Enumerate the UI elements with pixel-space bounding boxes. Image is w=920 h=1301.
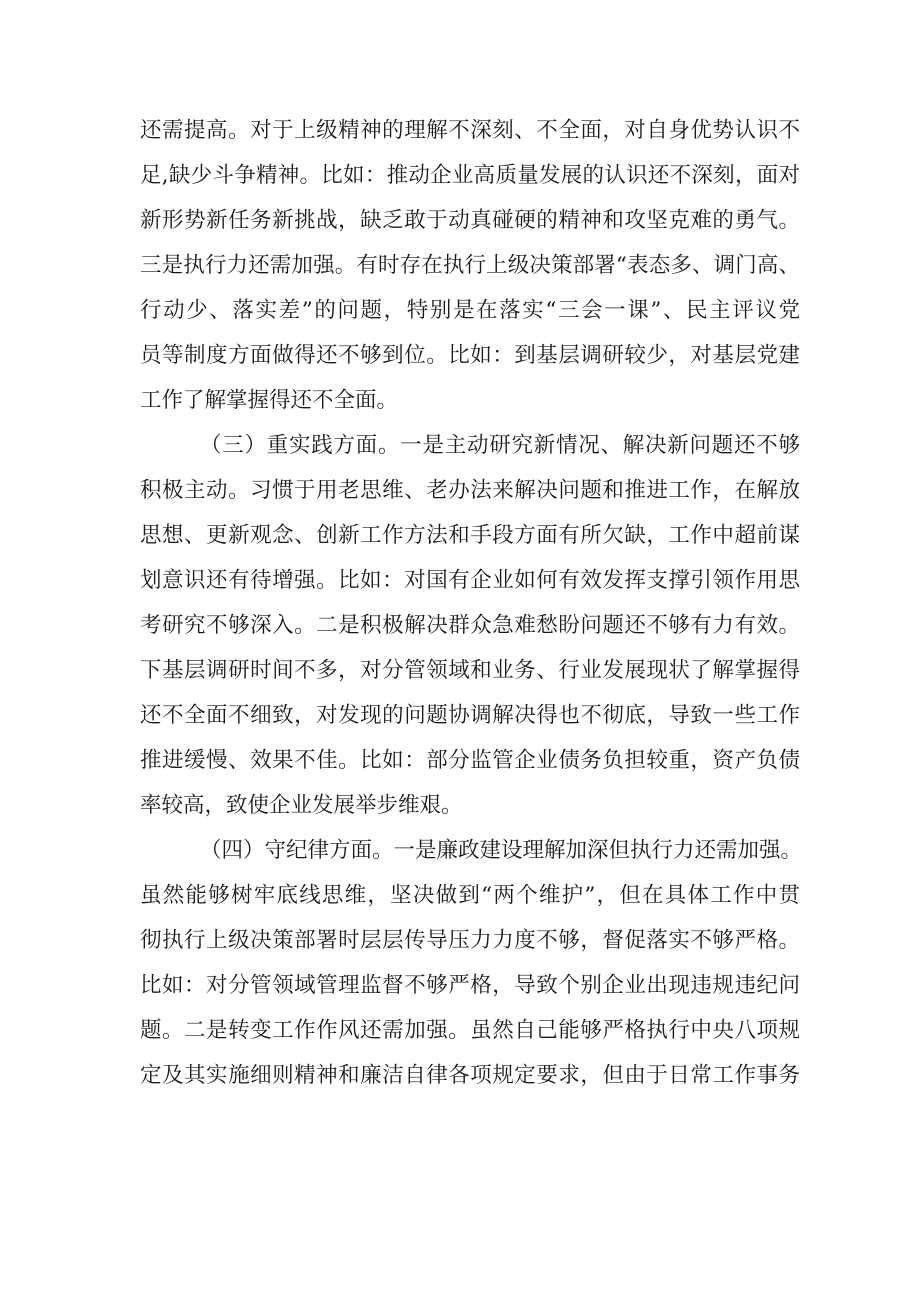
text-line: 比如：对分管领域管理监督不够严格，导致个别企业出现违规违纪问 [140, 973, 800, 998]
text-line: 行动少、落实差”的问题，特别是在落实“三会一课”、民主评议党 [140, 298, 800, 323]
text-line: 彻执行上级决策部署时层层传导压力力度不够，督促落实不够严格。 [140, 928, 800, 953]
text-line: 思想、更新观念、创新工作方法和手段方面有所欠缺，工作中超前谋 [140, 523, 800, 548]
text-line: 虽然能够树牢底线思维，坚决做到“两个维护”，但在具体工作中贯 [140, 883, 800, 908]
paragraph-continuation [140, 108, 800, 423]
paragraph-practice [140, 423, 800, 828]
text-line: 员等制度方面做得还不够到位。比如：到基层调研较少，对基层党建 [140, 343, 800, 368]
body-text [140, 108, 803, 1098]
text-line: 新形势新任务新挑战，缺乏敢于动真碰硬的精神和攻坚克难的勇气。 [140, 208, 800, 233]
text-line: 下基层调研时间不多，对分管领域和业务、行业发展现状了解掌握得 [140, 658, 800, 683]
text-line: 还不全面不细致，对发现的问题协调解决得也不彻底，导致一些工作 [140, 703, 800, 728]
text-line: 积极主动。习惯于用老思维、老办法来解决问题和推进工作，在解放 [140, 478, 800, 503]
text-line: 三是执行力还需加强。有时存在执行上级决策部署“表态多、调门高、 [140, 253, 800, 278]
text-line: 推进缓慢、效果不佳。比如：部分监管企业债务负担较重，资产负债 [140, 748, 800, 773]
text-line: 足,缺少斗争精神。比如：推动企业高质量发展的认识还不深刻，面对 [140, 163, 800, 188]
section-heading-line: （三）重实践方面。一是主动研究新情况、解决新问题还不够 [200, 433, 800, 458]
text-line: 率较高，致使企业发展举步维艰。 [140, 793, 463, 818]
paragraph-discipline [140, 828, 803, 1098]
text-line: 题。二是转变工作作风还需加强。虽然自己能够严格执行中央八项规 [140, 1018, 800, 1043]
text-line: 考研究不够深入。二是积极解决群众急难愁盼问题还不够有力有效。 [140, 613, 800, 638]
text-line: 还需提高。对于上级精神的理解不深刻、不全面，对自身优势认识不 [140, 118, 800, 143]
text-line: 定及其实施细则精神和廉洁自律各项规定要求，但由于日常工作事务 [140, 1063, 800, 1088]
section-heading-line: （四）守纪律方面。一是廉政建设理解加深但执行力还需加强。 [200, 838, 803, 863]
text-line: 工作了解掌握得还不全面。 [140, 388, 399, 413]
text-line: 划意识还有待增强。比如：对国有企业如何有效发挥支撑引领作用思 [140, 568, 800, 593]
